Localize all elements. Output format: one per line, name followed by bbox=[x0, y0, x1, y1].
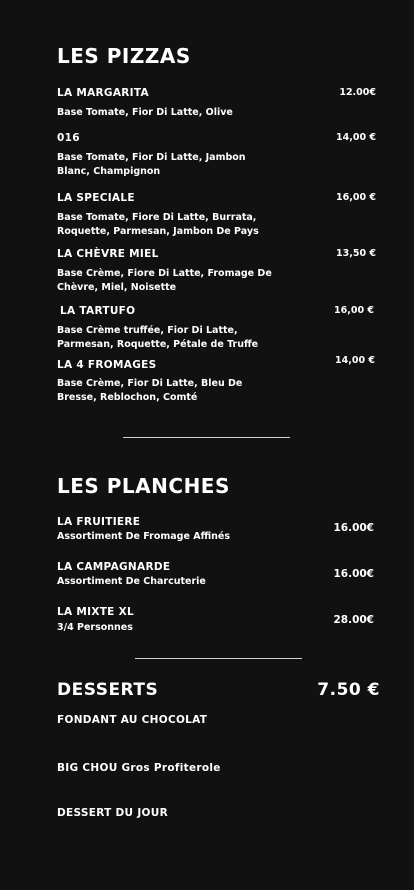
planche-description: Assortiment De Fromage Affinés bbox=[57, 531, 231, 542]
desserts-price: 7.50 € bbox=[317, 680, 380, 700]
pizza-name: LA MARGARITA bbox=[57, 87, 149, 99]
pizza-name: LA 4 FROMAGES bbox=[57, 359, 157, 371]
planche-price: 16.00€ bbox=[333, 522, 374, 534]
pizzas-title: LES PIZZAS bbox=[57, 44, 191, 68]
planche-price: 28.00€ bbox=[333, 614, 374, 626]
pizza-description: Base Tomate, Fior Di Latte, Jambon Blanc, Champignon bbox=[57, 152, 246, 177]
pizza-name: LA CHÈVRE MIEL bbox=[57, 248, 159, 260]
pizza-price: 13,50 € bbox=[336, 248, 376, 259]
planche-name: LA MIXTE XL bbox=[57, 606, 134, 618]
dessert-name: DESSERT DU JOUR bbox=[57, 807, 168, 819]
pizza-description: Base Tomate, Fiore Di Latte, Burrata, Roquette, Parmesan, Jambon De Pays bbox=[57, 212, 259, 237]
pizza-name: LA TARTUFO bbox=[60, 305, 136, 317]
pizza-price: 16,00 € bbox=[336, 192, 376, 203]
pizza-name: 016 bbox=[57, 132, 80, 144]
planche-price: 16.00€ bbox=[333, 568, 374, 580]
pizza-description: Base Crème truffée, Fior Di Latte, Parmesan, Roquette, Pétale de Truffe bbox=[57, 325, 259, 350]
section-divider bbox=[135, 658, 302, 659]
section-divider bbox=[123, 437, 290, 438]
pizza-description: Base Crème, Fior Di Latte, Bleu De Bresse, Reblochon, Comté bbox=[57, 378, 243, 403]
pizza-description: Base Crème, Fiore Di Latte, Fromage De Chèvre, Miel, Noisette bbox=[57, 268, 272, 293]
pizza-description: Base Tomate, Fior Di Latte, Olive bbox=[57, 107, 233, 118]
planche-description: 3/4 Personnes bbox=[57, 622, 133, 633]
planche-name: LA CAMPAGNARDE bbox=[57, 561, 171, 573]
planche-name: LA FRUITIERE bbox=[57, 516, 141, 528]
dessert-name: BIG CHOU Gros Profiterole bbox=[57, 762, 221, 774]
planches-title: LES PLANCHES bbox=[57, 474, 230, 498]
pizza-name: LA SPECIALE bbox=[57, 192, 135, 204]
pizza-price: 14,00 € bbox=[335, 355, 375, 366]
pizza-price: 16,00 € bbox=[334, 305, 374, 316]
dessert-name: FONDANT AU CHOCOLAT bbox=[57, 714, 208, 726]
pizza-price: 14,00 € bbox=[336, 132, 376, 143]
planche-description: Assortiment De Charcuterie bbox=[57, 576, 206, 587]
desserts-title: DESSERTS bbox=[57, 680, 159, 700]
pizza-price: 12.00€ bbox=[339, 87, 376, 98]
